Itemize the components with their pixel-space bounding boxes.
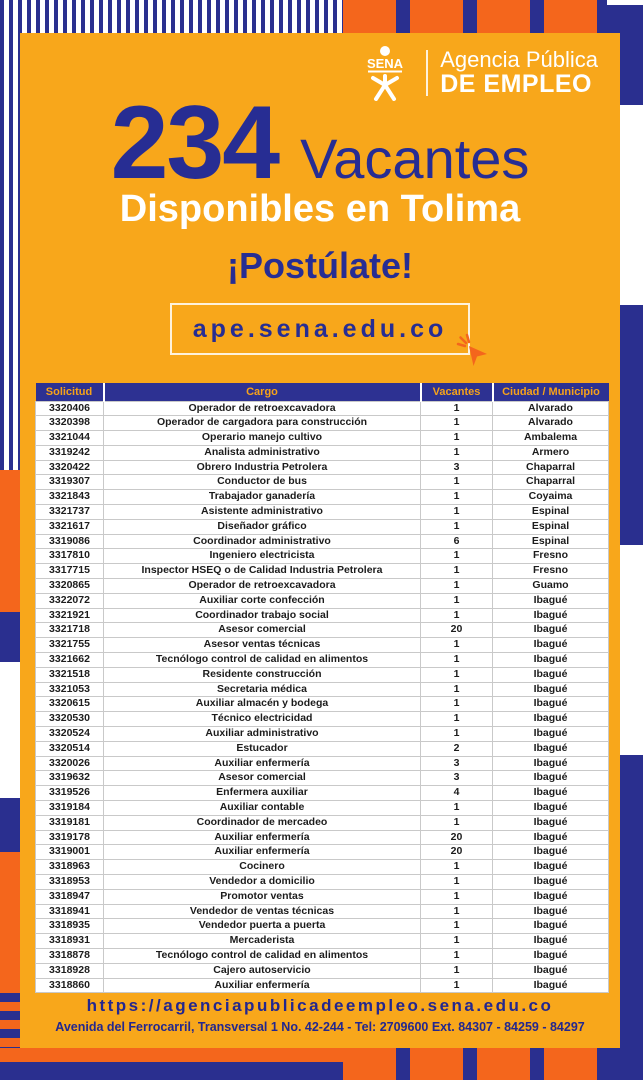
table-row: 3319526 Enfermera auxiliar 4 Ibagué: [36, 786, 609, 801]
click-cursor-icon: [456, 333, 490, 367]
table-row: 3320524 Auxiliar administrativo 1 Ibagué: [36, 727, 609, 742]
vacancy-count: 234: [110, 85, 279, 201]
table-row: 3321518 Residente construcción 1 Ibagué: [36, 667, 609, 682]
bottom-bars-decoration: [343, 1048, 607, 1080]
table-row: 3318878 Tecnólogo control de calidad en alimentos 1 Ibagué: [36, 948, 609, 963]
left-white-decoration: [0, 662, 20, 798]
table-row: 3320865 Operador de retroexcavadora 1 Guamo: [36, 579, 609, 594]
main-card: [20, 33, 620, 1048]
table-row: 3318935 Vendedor puerta a puerta 1 Ibagué: [36, 919, 609, 934]
table-row: 3320615 Auxiliar almacén y bodega 1 Ibagué: [36, 697, 609, 712]
table-row: 3318860 Auxiliar enfermería 1 Ibagué: [36, 978, 609, 993]
table-row: 3318941 Vendedor de ventas técnicas 1 Ibagué: [36, 904, 609, 919]
table-row: 3320514 Estucador 2 Ibagué: [36, 741, 609, 756]
column-header: Solicitud: [36, 383, 104, 401]
column-header: Ciudad / Municipio: [493, 383, 609, 401]
left-horizontal-stripes-decoration: [0, 993, 20, 1048]
table-row: 3320406 Operador de retroexcavadora 1 Alvarado: [36, 401, 609, 416]
table-row: 3320422 Obrero Industria Petrolera 3 Chaparral: [36, 460, 609, 475]
vacancies-table: [35, 383, 609, 993]
table-row: 3319001 Auxiliar enfermería 20 Ibagué: [36, 845, 609, 860]
call-to-action: ¡Postúlate!: [226, 245, 413, 286]
headline-subtitle: Disponibles en Tolima: [119, 188, 521, 230]
table-row: 3318947 Promotor ventas 1 Ibagué: [36, 889, 609, 904]
table-row: 3319181 Coordinador de mercadeo 1 Ibagué: [36, 815, 609, 830]
left-navy-decoration: [0, 612, 20, 662]
table-row: 3321662 Tecnólogo control de calidad en alimentos 1 Ibagué: [36, 653, 609, 668]
vacancy-headline: [20, 85, 620, 201]
table-row: 3321044 Operario manejo cultivo 1 Ambalema: [36, 431, 609, 446]
table-row: 3320530 Técnico electricidad 1 Ibagué: [36, 712, 609, 727]
agency-line2: DE EMPLEO: [440, 70, 592, 99]
right-navy-decoration: [620, 755, 643, 1080]
left-orange-decoration: [0, 470, 20, 612]
table-row: 3321718 Asesor comercial 20 Ibagué: [36, 623, 609, 638]
right-white-decoration: [620, 105, 643, 305]
table-row: 3321617 Diseñador gráfico 1 Espinal: [36, 519, 609, 534]
table-row: 3320398 Operador de cargadora para construcción 1 Alvarado: [36, 416, 609, 431]
left-stripes-decoration: [0, 0, 20, 470]
table-row: 3320026 Auxiliar enfermería 3 Ibagué: [36, 756, 609, 771]
table-row: 3318931 Mercaderista 1 Ibagué: [36, 934, 609, 949]
table-row: 3321843 Trabajador ganadería 1 Coyaima: [36, 490, 609, 505]
column-header: Cargo: [104, 383, 421, 401]
table-row: 3319307 Conductor de bus 1 Chaparral: [36, 475, 609, 490]
agency-line1: Agencia Pública: [440, 47, 598, 73]
table-row: 3321921 Coordinador trabajo social 1 Ibagué: [36, 608, 609, 623]
top-stripes-decoration: [0, 0, 343, 33]
footer-url-link[interactable]: https://agenciapublicadeempleo.sena.edu.co: [86, 996, 554, 1015]
table-header-row: [36, 383, 609, 401]
table-row: 3321053 Secretaria médica 1 Ibagué: [36, 682, 609, 697]
table-row: 3318928 Cajero autoservicio 1 Ibagué: [36, 963, 609, 978]
svg-text:SENA: SENA: [367, 56, 404, 71]
right-navy-decoration: [620, 305, 643, 545]
table-row: 3318963 Cocinero 1 Ibagué: [36, 860, 609, 875]
table-row: 3318953 Vendedor a domicilio 1 Ibagué: [36, 875, 609, 890]
left-navy-decoration: [0, 798, 20, 852]
table-row: 3319178 Auxiliar enfermería 20 Ibagué: [36, 830, 609, 845]
table-row: 3319184 Auxiliar contable 1 Ibagué: [36, 801, 609, 816]
right-white-decoration: [620, 545, 643, 755]
apply-url-button[interactable]: [170, 303, 470, 355]
table-row: 3319632 Asesor comercial 3 Ibagué: [36, 771, 609, 786]
table-row: 3319086 Coordinador administrativo 6 Espinal: [36, 534, 609, 549]
bottom-navy-bar-decoration: [0, 1062, 343, 1080]
corner-block-decoration: [607, 1048, 643, 1080]
column-header: Vacantes: [421, 383, 493, 401]
vacancy-count-label: Vacantes: [300, 127, 530, 190]
table-row: 3319242 Analista administrativo 1 Armero: [36, 445, 609, 460]
brand-divider: [426, 50, 428, 96]
table-row: 3317810 Ingeniero electricista 1 Fresno: [36, 549, 609, 564]
footer-address: Avenida del Ferrocarril, Transversal 1 No. 42-244 - Tel: 2709600 Ext. 84307 - 84259 - 84297: [55, 1020, 585, 1034]
apply-url-label: ape.sena.edu.co: [192, 314, 448, 343]
table-row: 3321737 Asistente administrativo 1 Espinal: [36, 505, 609, 520]
table-row: 3321755 Asesor ventas técnicas 1 Ibagué: [36, 638, 609, 653]
table-body: [36, 401, 609, 993]
table-row: 3317715 Inspector HSEQ o de Calidad Industria Petrolera 1 Fresno: [36, 564, 609, 579]
footer: [20, 996, 620, 1034]
table-row: 3322072 Auxiliar corte confección 1 Ibagué: [36, 593, 609, 608]
top-bars-decoration: [343, 0, 607, 33]
